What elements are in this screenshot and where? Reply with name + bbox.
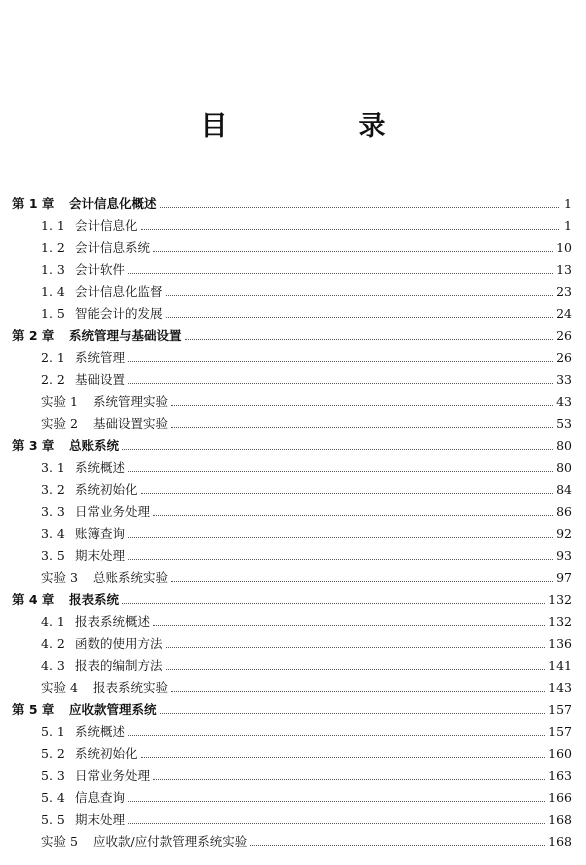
toc-entry-section (12, 523, 572, 545)
dot-leader (141, 757, 546, 758)
toc-entry-page-number: 23 (556, 284, 572, 299)
toc-entry-page-number: 136 (548, 636, 572, 651)
toc-entry-section (12, 633, 572, 655)
toc-entry-page-number: 10 (556, 240, 572, 255)
toc-entry-page-number: 33 (556, 372, 572, 387)
toc-entry-number: 3. 5 (41, 548, 65, 563)
toc-entry-number: 4. 3 (41, 658, 65, 673)
dot-leader (171, 427, 553, 428)
toc-entry-number: 第 2 章 (12, 328, 55, 343)
toc-entry-section (12, 303, 572, 325)
toc-entry-number: 4. 1 (41, 614, 65, 629)
toc-entry-page-number: 163 (548, 768, 572, 783)
toc-entry-lab (12, 413, 572, 435)
dot-leader (153, 625, 545, 626)
toc-entry-number: 1. 3 (41, 262, 65, 277)
toc-entry-number: 第 4 章 (12, 592, 55, 607)
toc-entry-section (12, 655, 572, 677)
toc-entry-title: 系统初始化 (75, 746, 138, 761)
toc-entry-number: 5. 4 (41, 790, 65, 805)
toc-entry-page-number: 24 (556, 306, 572, 321)
toc-entry-number: 实验 4 (41, 680, 78, 695)
toc-entry-number: 实验 3 (41, 570, 78, 585)
toc-entry-section (12, 347, 572, 369)
toc-entry-page-number: 84 (556, 482, 572, 497)
toc-entry-title: 系统管理与基础设置 (69, 328, 182, 343)
toc-entry-section (12, 721, 572, 743)
toc-entry-title: 期末处理 (75, 812, 126, 827)
page-title: 目 录 (200, 111, 438, 142)
toc-entry-chapter (12, 699, 572, 721)
toc-entry-title: 报表系统实验 (93, 680, 169, 695)
toc-entry-section (12, 259, 572, 281)
toc-entry-page-number: 43 (556, 394, 572, 409)
toc-entry-title: 日常业务处理 (75, 768, 151, 783)
toc-entry-title: 应收款/应付款管理系统实验 (93, 834, 248, 849)
toc-entry-title: 智能会计的发展 (75, 306, 163, 321)
toc-entry-section (12, 237, 572, 259)
toc-entry-title: 日常业务处理 (75, 504, 151, 519)
toc-entry-title: 总账系统 (69, 438, 120, 453)
dot-leader (160, 713, 546, 714)
toc-entry-section (12, 611, 572, 633)
dot-leader (122, 603, 545, 604)
table-of-contents (12, 193, 572, 853)
toc-entry-page-number: 143 (548, 680, 572, 695)
toc-entry-lab (12, 391, 572, 413)
toc-entry-number: 3. 4 (41, 526, 65, 541)
toc-entry-number: 5. 2 (41, 746, 65, 761)
dot-leader (166, 647, 546, 648)
dot-leader (166, 669, 546, 670)
toc-entry-title: 账簿查询 (75, 526, 126, 541)
dot-leader (128, 383, 553, 384)
toc-entry-number: 5. 1 (41, 724, 65, 739)
dot-leader (166, 317, 554, 318)
toc-entry-section (12, 215, 572, 237)
toc-entry-lab (12, 831, 572, 853)
toc-entry-page-number: 168 (548, 812, 572, 827)
toc-entry-page-number: 160 (548, 746, 572, 761)
toc-entry-title: 系统管理 (75, 350, 126, 365)
toc-entry-number: 5. 3 (41, 768, 65, 783)
toc-entry-page-number: 86 (556, 504, 572, 519)
toc-entry-title: 报表系统 (69, 592, 120, 607)
toc-entry-section (12, 787, 572, 809)
toc-entry-page-number: 13 (556, 262, 572, 277)
dot-leader (171, 405, 553, 406)
toc-entry-number: 第 5 章 (12, 702, 55, 717)
toc-entry-page-number: 168 (548, 834, 572, 849)
dot-leader (185, 339, 554, 340)
dot-leader (141, 229, 559, 230)
dot-leader (128, 273, 553, 274)
dot-leader (153, 515, 553, 516)
toc-entry-number: 5. 5 (41, 812, 65, 827)
toc-entry-title: 系统管理实验 (93, 394, 169, 409)
toc-entry-section (12, 545, 572, 567)
toc-entry-lab (12, 677, 572, 699)
toc-entry-number: 1. 4 (41, 284, 65, 299)
toc-entry-section (12, 809, 572, 831)
toc-entry-chapter (12, 589, 572, 611)
toc-entry-number: 1. 5 (41, 306, 65, 321)
toc-entry-lab (12, 567, 572, 589)
toc-entry-section (12, 765, 572, 787)
toc-entry-chapter (12, 193, 572, 215)
toc-entry-number: 3. 1 (41, 460, 65, 475)
toc-entry-number: 1. 1 (41, 218, 65, 233)
toc-entry-number: 3. 2 (41, 482, 65, 497)
toc-entry-chapter (12, 325, 572, 347)
toc-entry-number: 3. 3 (41, 504, 65, 519)
toc-entry-section (12, 501, 572, 523)
toc-entry-title: 基础设置实验 (93, 416, 169, 431)
dot-leader (128, 823, 545, 824)
toc-entry-page-number: 80 (556, 460, 572, 475)
toc-entry-title: 会计信息化概述 (69, 196, 157, 211)
toc-entry-page-number: 92 (556, 526, 572, 541)
toc-entry-page-number: 1 (564, 218, 572, 233)
toc-entry-page-number: 157 (548, 724, 572, 739)
toc-entry-title: 总账系统实验 (93, 570, 169, 585)
toc-entry-section (12, 479, 572, 501)
dot-leader (166, 295, 554, 296)
toc-entry-page-number: 80 (556, 438, 572, 453)
toc-entry-title: 系统概述 (75, 460, 126, 475)
toc-entry-title: 信息查询 (75, 790, 126, 805)
dot-leader (128, 735, 545, 736)
dot-leader (128, 361, 553, 362)
toc-entry-number: 4. 2 (41, 636, 65, 651)
toc-entry-section (12, 743, 572, 765)
toc-entry-title: 会计信息化 (75, 218, 138, 233)
toc-entry-section (12, 457, 572, 479)
toc-entry-number: 实验 2 (41, 416, 78, 431)
toc-entry-section (12, 369, 572, 391)
toc-entry-number: 1. 2 (41, 240, 65, 255)
toc-entry-number: 2. 2 (41, 372, 65, 387)
dot-leader (128, 801, 545, 802)
toc-entry-title: 会计信息系统 (75, 240, 151, 255)
dot-leader (160, 207, 559, 208)
toc-entry-page-number: 53 (556, 416, 572, 431)
toc-entry-page-number: 26 (556, 350, 572, 365)
toc-entry-page-number: 141 (548, 658, 572, 673)
toc-entry-page-number: 26 (556, 328, 572, 343)
dot-leader (141, 493, 554, 494)
toc-entry-page-number: 132 (548, 614, 572, 629)
toc-entry-page-number: 166 (548, 790, 572, 805)
toc-entry-title: 函数的使用方法 (75, 636, 163, 651)
toc-entry-title: 基础设置 (75, 372, 126, 387)
toc-entry-title: 报表的编制方法 (75, 658, 163, 673)
toc-entry-page-number: 132 (548, 592, 572, 607)
toc-entry-title: 系统概述 (75, 724, 126, 739)
dot-leader (122, 449, 553, 450)
toc-entry-title: 报表系统概述 (75, 614, 151, 629)
dot-leader (128, 559, 553, 560)
toc-entry-number: 2. 1 (41, 350, 65, 365)
toc-entry-page-number: 97 (556, 570, 572, 585)
toc-entry-chapter (12, 435, 572, 457)
toc-entry-title: 期末处理 (75, 548, 126, 563)
toc-entry-number: 实验 1 (41, 394, 78, 409)
dot-leader (153, 251, 553, 252)
toc-entry-section (12, 281, 572, 303)
dot-leader (171, 581, 553, 582)
toc-entry-number: 第 1 章 (12, 196, 55, 211)
toc-entry-title: 系统初始化 (75, 482, 138, 497)
dot-leader (171, 691, 545, 692)
toc-entry-title: 会计信息化监督 (75, 284, 163, 299)
dot-leader (128, 537, 553, 538)
dot-leader (153, 779, 545, 780)
toc-entry-number: 第 3 章 (12, 438, 55, 453)
toc-entry-page-number: 1 (564, 196, 572, 211)
toc-entry-page-number: 157 (548, 702, 572, 717)
toc-entry-page-number: 93 (556, 548, 572, 563)
dot-leader (250, 845, 545, 846)
toc-entry-title: 应收款管理系统 (69, 702, 157, 717)
dot-leader (128, 471, 553, 472)
toc-entry-number: 实验 5 (41, 834, 78, 849)
toc-entry-title: 会计软件 (75, 262, 126, 277)
